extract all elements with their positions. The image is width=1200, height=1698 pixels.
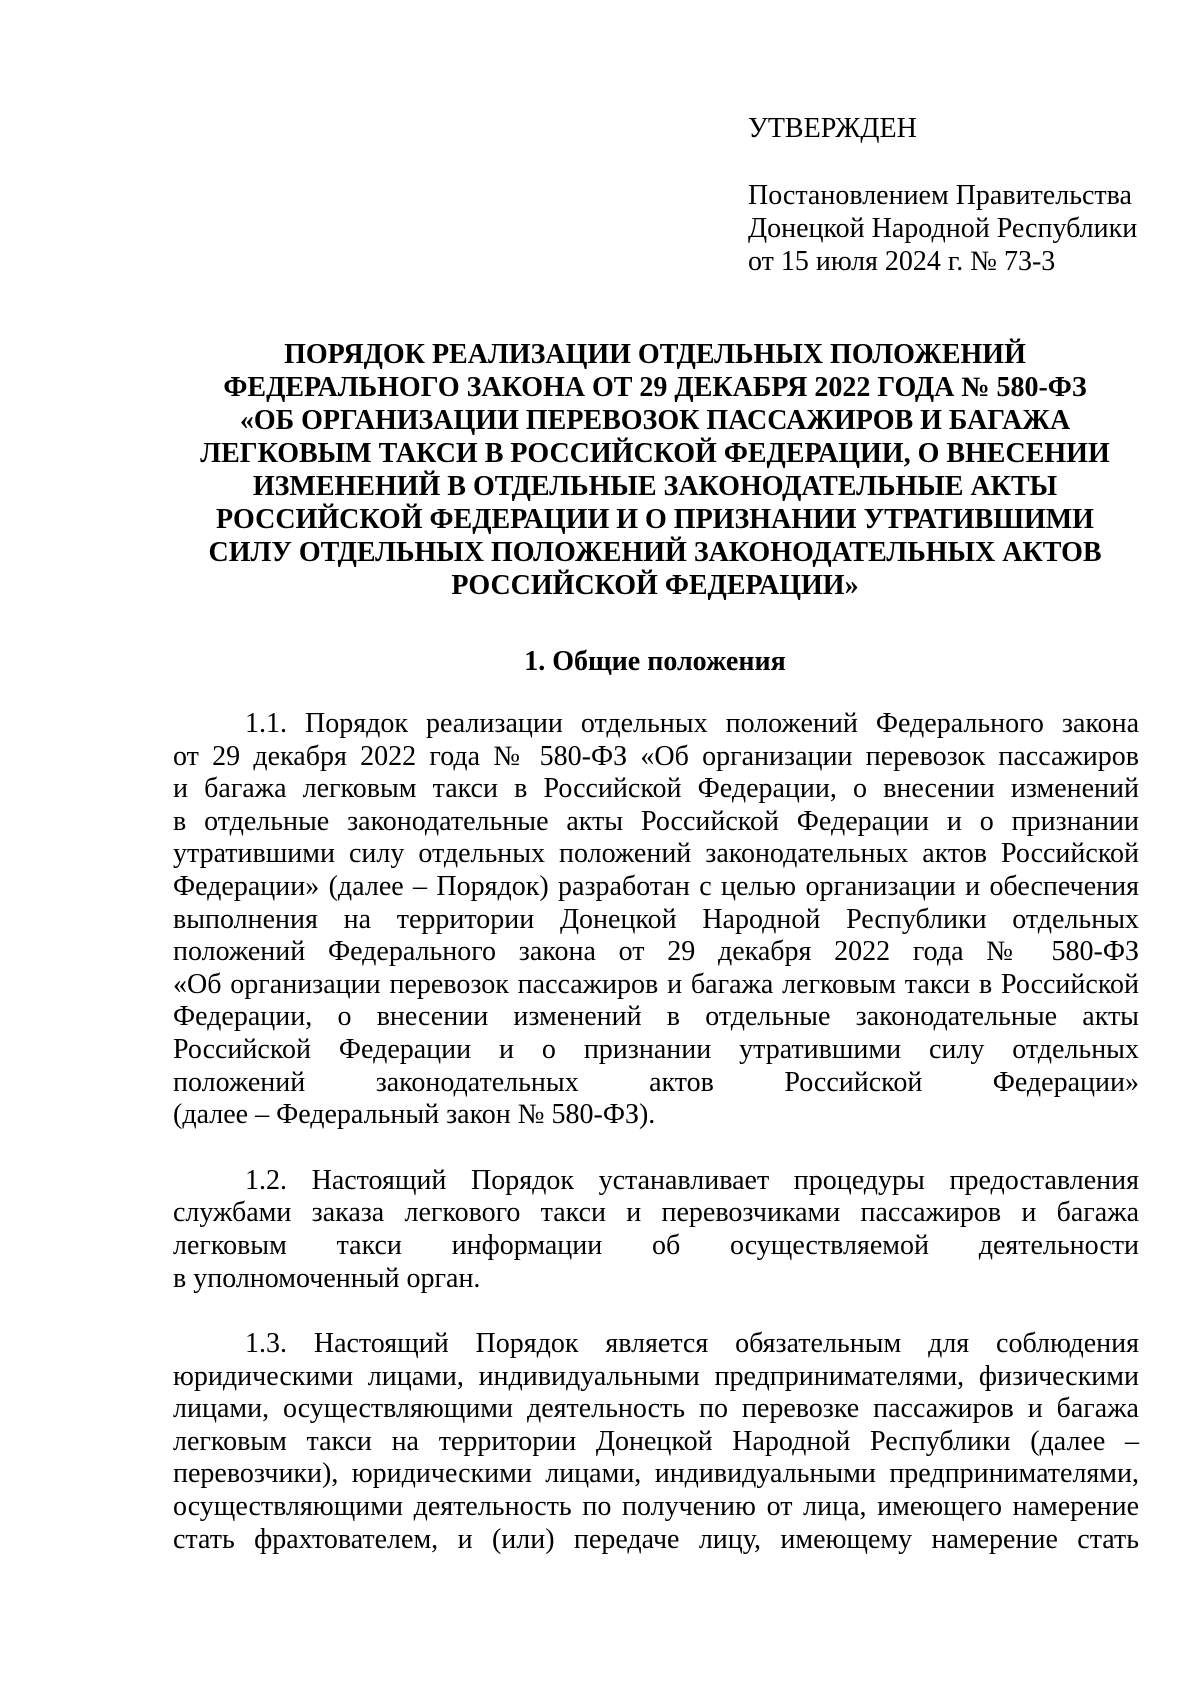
paragraph-line: 1.3. Настоящий Порядок является обязательным для соблюдения [245,1328,1139,1360]
title-line: РОССИЙСКОЙ ФЕДЕРАЦИИ» [451,570,859,601]
title-line: «ОБ ОРГАНИЗАЦИИ ПЕРЕВОЗОК ПАССАЖИРОВ И БАГАЖА [239,405,1071,436]
paragraph-1-3 [173,1328,1139,1556]
title-line: ПОРЯДОК РЕАЛИЗАЦИИ ОТДЕЛЬНЫХ ПОЛОЖЕНИЙ [284,339,1026,370]
paragraph-line: положений Федерального закона от 29 декабря 2022 года № 580-ФЗ [173,936,1139,968]
approval-line: Донецкой Народной Республики [748,213,1138,244]
title-line: ИЗМЕНЕНИЙ В ОТДЕЛЬНЫЕ ЗАКОНОДАТЕЛЬНЫЕ АКТЫ [252,471,1058,502]
paragraph-line: в отдельные законодательные акты Российской Федерации и о признании [173,805,1139,837]
paragraph-line: 1.1. Порядок реализации отдельных положений Федерального закона [245,708,1139,739]
paragraph-line: службами заказа легкового такси и перевозчиками пассажиров и багажа [173,1197,1139,1229]
approval-block [748,112,1168,278]
paragraph-line: перевозчики), юридическими лицами, индивидуальными предпринимателями, [173,1458,1139,1490]
paragraph-line: лицами, осуществляющими деятельность по перевозке пассажиров и багажа [173,1393,1139,1425]
paragraph-line: Федерации, о внесении изменений в отдельные законодательные акты [173,1001,1139,1033]
paragraph-line: утратившими силу отдельных положений законодательных актов Российской [173,838,1139,870]
paragraph-line: положений законодательных актов Российской Федерации» [173,1066,1139,1098]
paragraph-line: выполнения на территории Донецкой Народной Республики отдельных [173,903,1139,935]
document-title [170,338,1140,602]
paragraph-line: «Об организации перевозок пассажиров и багажа легковым такси в Российской [173,968,1139,1000]
approval-line: от 15 июля 2024 г. № 73-3 [748,246,1056,277]
title-line: ЛЕГКОВЫМ ТАКСИ В РОССИЙСКОЙ ФЕДЕРАЦИИ, О ВНЕСЕНИИ [200,438,1110,469]
approval-line: Постановлением Правительства [748,180,1132,211]
paragraph-1-2 [173,1165,1139,1295]
document-body [173,708,1139,1589]
paragraph-line: 1.2. Настоящий Порядок устанавливает процедуры предоставления [245,1164,1139,1196]
approval-stamp-word: УТВЕРЖДЕН [748,113,917,144]
paragraph-line: юридическими лицами, индивидуальными предпринимателями, физическими [173,1360,1139,1392]
paragraph-line: осуществляющими деятельность по получению от лица, имеющего намерение [173,1491,1139,1523]
paragraph-line: от 29 декабря 2022 года № 580-ФЗ «Об организации перевозок пассажиров [173,740,1139,772]
paragraph-line: (далее – Федеральный закон № 580-ФЗ). [173,1099,656,1131]
paragraph-1-1 [173,708,1139,1132]
paragraph-line: легковым такси информации об осуществляемой деятельности [173,1229,1139,1261]
title-line: СИЛУ ОТДЕЛЬНЫХ ПОЛОЖЕНИЙ ЗАКОНОДАТЕЛЬНЫХ АКТОВ [208,537,1102,568]
title-line: РОССИЙСКОЙ ФЕДЕРАЦИИ И О ПРИЗНАНИИ УТРАТИВШИМИ [216,504,1094,535]
paragraph-line: стать фрахтователем, и (или) передаче лицу, имеющему намерение стать [173,1523,1139,1555]
section-heading: 1. Общие положения [524,646,786,677]
paragraph-line: Федерации» (далее – Порядок) разработан с целью организации и обеспечения [173,870,1139,902]
title-line: ФЕДЕРАЛЬНОГО ЗАКОНА ОТ 29 ДЕКАБРЯ 2022 ГОДА № 580-ФЗ [223,372,1087,403]
paragraph-line: в уполномоченный орган. [173,1262,481,1294]
paragraph-line: и багажа легковым такси в Российской Федерации, о внесении изменений [173,773,1139,805]
paragraph-line: Российской Федерации и о признании утратившими силу отдельных [173,1033,1139,1065]
paragraph-line: легковым такси на территории Донецкой Народной Республики (далее – [173,1425,1139,1457]
